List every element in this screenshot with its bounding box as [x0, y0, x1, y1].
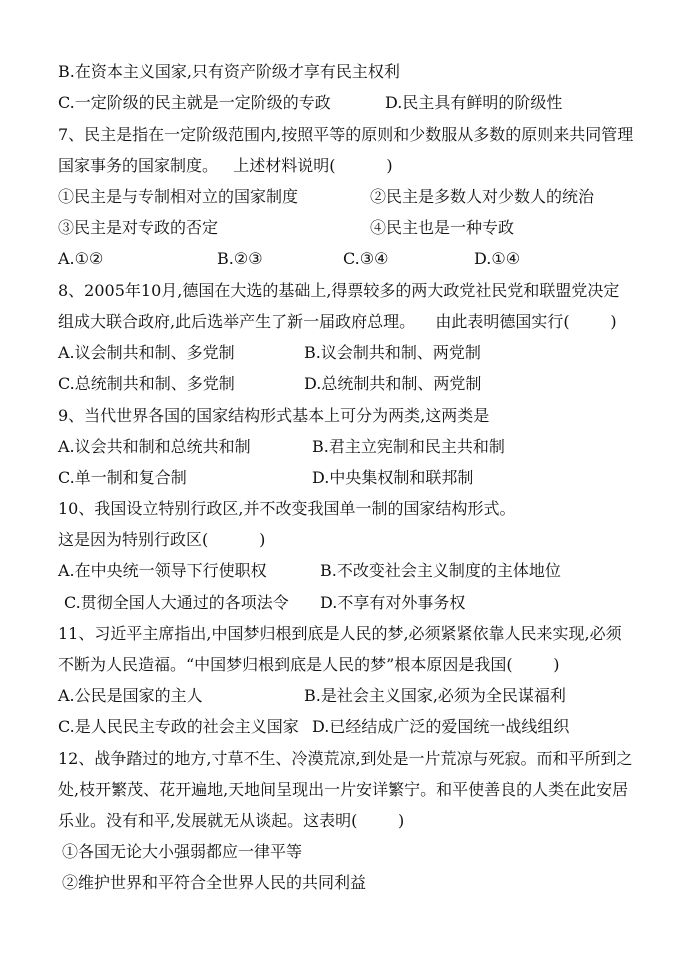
q7-option-d: D.①④	[474, 249, 521, 268]
q8-stem-line2: 组成大联合政府,此后选举产生了新一届政府总理。 由此表明德国实行( )	[58, 312, 617, 331]
q11-option-a: A.公民是国家的主人	[58, 686, 203, 705]
q7-stem-line1: 7、民主是指在一定阶级范围内,按照平等的原则和少数服从多数的原则来共同管理	[58, 125, 634, 144]
q8-option-c: C.总统制共和制、多党制	[58, 374, 235, 393]
q8-option-b: B.议会制共和制、两党制	[304, 343, 481, 362]
q11-stem-line1: 11、习近平主席指出,中国梦归根到底是人民的梦,必须紧紧依靠人民来实现,必须	[58, 624, 622, 643]
q10-option-d: D.不享有对外事务权	[320, 593, 466, 612]
q12-stem-line2: 处,枝开繁茂、花开遍地,天地间呈现出一片安详繁宁。和平使善良的人类在此安居	[58, 780, 629, 799]
q9-option-a: A.议会共和制和总统共和制	[58, 437, 251, 456]
q8-stem-line1: 8、2005年10月,德国在大选的基础上,得票较多的两大政党社民党和联盟党决定	[58, 281, 620, 300]
q12-statement-2: ②维护世界和平符合全世界人民的共同利益	[62, 873, 367, 892]
q11-stem-line2: 不断为人民造福。“中国梦归根到底是人民的梦”根本原因是我国( )	[58, 655, 560, 674]
q8-option-a: A.议会制共和制、多党制	[58, 343, 235, 362]
q7-statement-1: ①民主是与专制相对立的国家制度	[58, 187, 299, 206]
q10-option-c: C.贯彻全国人大通过的各项法令	[64, 593, 289, 612]
q12-stem-line1: 12、战争踏过的地方,寸草不生、冷漠荒凉,到处是一片荒凉与死寂。而和平所到之	[58, 749, 633, 768]
q10-option-a: A.在中央统一领导下行使职权	[58, 561, 267, 580]
q10-option-b: B.不改变社会主义制度的主体地位	[320, 561, 561, 580]
q10-stem-line2: 这是因为特别行政区( )	[58, 530, 266, 549]
q9-option-d: D.中央集权制和联邦制	[312, 468, 474, 487]
q12-statement-1: ①各国无论大小强弱都应一律平等	[62, 842, 303, 861]
q11-option-c: C.是人民民主专政的社会主义国家	[58, 717, 299, 736]
q6-option-d: D.民主具有鲜明的阶级性	[385, 93, 563, 112]
q11-option-d: D.已经结成广泛的爱国统一战线组织	[312, 717, 570, 736]
q7-option-c: C.③④	[343, 249, 389, 268]
q12-stem-line3: 乐业。没有和平,发展就无从谈起。这表明( )	[58, 811, 405, 830]
q9-option-b: B.君主立宪制和民主共和制	[312, 437, 505, 456]
q6-option-b: B.在资本主义国家,只有资产阶级才享有民主权利	[58, 62, 400, 81]
q7-statement-4: ④民主也是一种专政	[370, 218, 515, 237]
q7-statement-2: ②民主是多数人对少数人的统治	[370, 187, 595, 206]
q8-option-d: D.总统制共和制、两党制	[304, 374, 482, 393]
q6-option-c: C.一定阶级的民主就是一定阶级的专政	[58, 93, 331, 112]
q7-option-b: B.②③	[217, 249, 263, 268]
q10-stem-line1: 10、我国设立特别行政区,并不改变我国单一制的国家结构形式。	[58, 499, 516, 518]
q7-statement-3: ③民主是对专政的否定	[58, 218, 219, 237]
q7-option-a: A.①②	[58, 249, 104, 268]
q9-stem: 9、当代世界各国的国家结构形式基本上可分为两类,这两类是	[58, 406, 490, 425]
q7-stem-line2: 国家事务的国家制度。 上述材料说明( )	[58, 156, 393, 175]
q11-option-b: B.是社会主义国家,必须为全民谋福利	[304, 686, 566, 705]
q9-option-c: C.单一制和复合制	[58, 468, 187, 487]
